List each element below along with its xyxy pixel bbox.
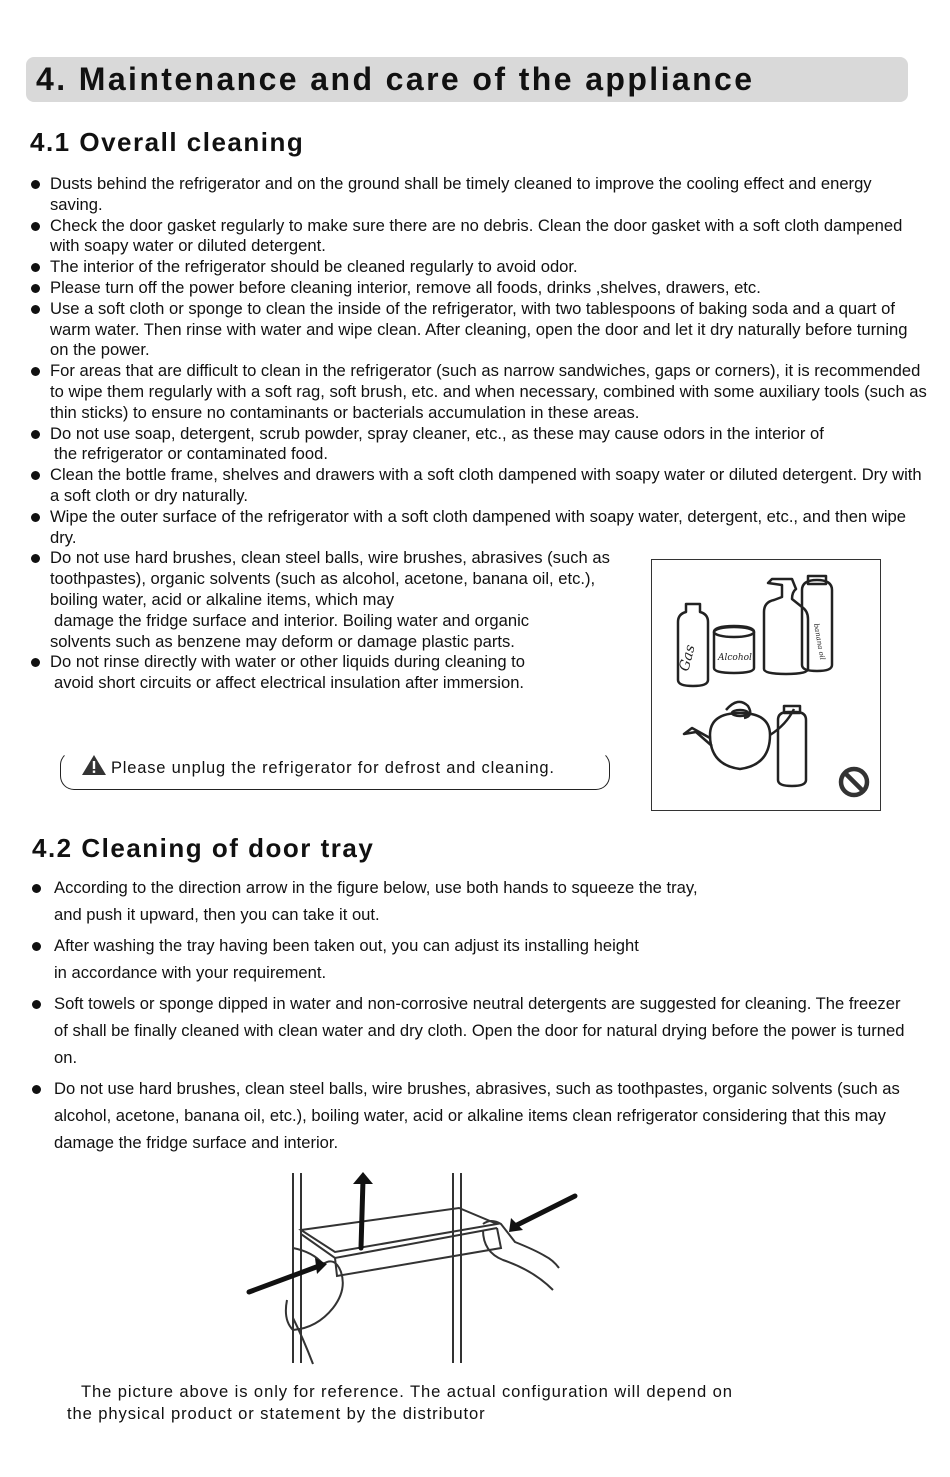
prohibited-icon — [838, 766, 870, 798]
list-item: Use a soft cloth or sponge to clean the inside of the refrigerator, with two tablespoons of baking soda and a quart of warm water. Then rinse with water and wipe clean. After cleaning, open the door and let it dry naturally before turning on the power. — [30, 299, 928, 361]
alcohol-label: Alcohol — [718, 653, 752, 663]
list-item-line: After washing the tray having been taken out, you can adjust its installing height — [54, 936, 639, 955]
list-item — [30, 652, 610, 694]
list-item: Check the door gasket regularly to make sure there are no debris. Clean the door gasket with a soft cloth dampened with soapy water or diluted detergent. — [30, 216, 928, 258]
unplug-warning-text: Please unplug the refrigerator for defrost and cleaning. — [111, 759, 555, 777]
list-item — [32, 874, 912, 928]
list-item: Wipe the outer surface of the refrigerator with a soft cloth dampened with soapy water, detergent, etc., and then wipe dry. — [30, 507, 928, 549]
list-item-line: Do not use hard brushes, clean steel balls, wire brushes, abrasives (such as toothpastes), organic solvents (such as alcohol, acetone, banana oil, etc.), boiling water, acid or alkaline items, which may — [50, 548, 610, 609]
list-item: The interior of the refrigerator should be cleaned regularly to avoid odor. — [30, 257, 928, 278]
list-item-line: solvents such as benzene may deform or damage plastic parts. — [50, 631, 515, 651]
section-heading-door-tray: 4.2 Cleaning of door tray — [32, 833, 375, 863]
list-item-line: in accordance with your requirement. — [54, 963, 327, 982]
list-item-line: Do not use soap, detergent, scrub powder, spray cleaner, etc., as these may cause odors in the interior of — [50, 423, 824, 443]
list-item-line: damage the fridge surface and interior. Boiling water and organic — [54, 610, 530, 630]
list-item-line: According to the direction arrow in the figure below, use both hands to squeeze the tray, — [54, 878, 698, 897]
list-item — [30, 548, 610, 652]
list-item-line: the refrigerator or contaminated food. — [54, 444, 328, 464]
list-item-line: and push it upward, then you can take it out. — [54, 905, 380, 924]
reference-note-line: The picture above is only for reference. The actual configuration will depend on — [81, 1382, 733, 1401]
door-tray-list — [32, 874, 912, 1160]
unplug-warning — [81, 754, 559, 781]
list-item — [30, 424, 928, 466]
reference-note-line: the physical product or statement by the distributor — [67, 1404, 486, 1423]
list-item-line: Do not rinse directly with water or other liquids during cleaning to — [50, 652, 526, 672]
reference-note — [67, 1381, 827, 1425]
unplug-warning-box — [60, 751, 610, 790]
list-item — [32, 932, 912, 986]
list-item: Dusts behind the refrigerator and on the ground shall be timely cleaned to improve the cooling effect and energy saving. — [30, 174, 928, 216]
list-item: Do not use hard brushes, clean steel balls, wire brushes, abrasives, such as toothpastes, organic solvents (such as alcohol, acetone, banana oil, etc.), boiling water, acid or alkaline items clean refrigerator considering that this may damage the fridge surface and interior. — [32, 1075, 912, 1156]
door-tray-drawing — [245, 1168, 585, 1368]
warning-triangle-icon — [81, 754, 107, 781]
forbidden-cleaners-illustration — [651, 559, 881, 811]
chapter-title-bar — [26, 57, 908, 102]
list-item: Soft towels or sponge dipped in water and non-corrosive neutral detergents are suggested for cleaning. The freezer of shall be finally cleaned with clean water and dry cloth. Open the door for natural drying before the power is turned on. — [32, 990, 912, 1071]
gas-label: Gas — [676, 643, 699, 674]
list-item-line: avoid short circuits or affect electrical insulation after immersion. — [54, 673, 525, 693]
chapter-title: 4. Maintenance and care of the appliance — [36, 61, 755, 97]
section-heading-overall-cleaning: 4.1 Overall cleaning — [30, 127, 305, 157]
list-item: For areas that are difficult to clean in the refrigerator (such as narrow sandwiches, gaps or corners), it is recommended to wipe them regularly with a soft rag, soft brush, etc. and when necessary, combined with some auxiliary tools (such as thin sticks) to ensure no contaminants or bacterials accumulation in these areas. — [30, 361, 928, 423]
banana-oil-label: banana oil — [812, 622, 827, 661]
list-item: Please turn off the power before cleaning interior, remove all foods, drinks ,shelves, drawers, etc. — [30, 278, 928, 299]
door-tray-removal-figure — [245, 1168, 585, 1368]
list-item: Clean the bottle frame, shelves and drawers with a soft cloth dampened with soapy water or diluted detergent. Dry with a soft cloth or dry naturally. — [30, 465, 928, 507]
